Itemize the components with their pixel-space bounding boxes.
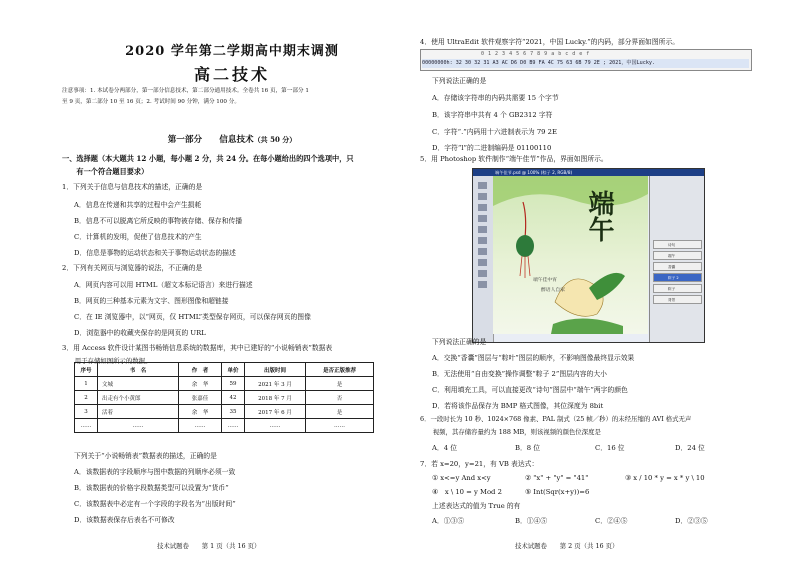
table-row xyxy=(75,391,374,405)
q6-option: B．8 位 xyxy=(515,444,541,452)
table-cell: 3 xyxy=(75,405,98,419)
q7-question: 上述表达式的值为 True 的有 xyxy=(432,502,521,510)
q7-option: B．①④⑤ xyxy=(515,517,548,525)
layer-item[interactable]: 端午 xyxy=(653,251,702,260)
table-cell: 余 华 xyxy=(179,377,222,391)
table-row xyxy=(75,377,374,391)
table-cell: 59 xyxy=(222,377,245,391)
q6-option: A．4 位 xyxy=(432,444,457,452)
section-heading xyxy=(62,152,402,178)
part-score: （共 50 分） xyxy=(253,135,297,144)
table-cell: 42 xyxy=(222,391,245,405)
q1-option: B．信息不可以脱离它所反映的事物被存储、保存和传播 xyxy=(74,217,243,225)
q7-option: C．②④⑤ xyxy=(595,517,628,525)
table-header: 单价 xyxy=(222,363,245,377)
table-header: 作 者 xyxy=(179,363,222,377)
layer-item-selected[interactable]: 粽子 2 xyxy=(653,273,702,282)
hex-ruler: 0 1 2 3 4 5 6 7 8 9 a b c d e f xyxy=(481,51,590,57)
photoshop-screenshot xyxy=(472,168,705,343)
exam-subject: 高二技术 xyxy=(193,65,270,84)
page-footer: 技术试题卷 第 2 页（共 16 页） xyxy=(515,542,619,550)
table-cell: 2018 年 7 月 xyxy=(245,391,306,405)
table-cell: …… xyxy=(245,419,306,433)
q4-option: D．字符“l”的二进制编码是 01100110 xyxy=(432,144,552,152)
q6-stem: 视频，其存储容量约为 188 MB，则该视频的颜色位深度是 xyxy=(420,428,601,436)
exam-notice xyxy=(62,86,402,108)
q7-expression: ② "x" + "y" = "41" xyxy=(525,474,589,482)
q2-option: D．浏览器中的收藏夹保存的是网页的 URL xyxy=(74,329,206,337)
notice-line: 至 9 页，第二部分 10 至 16 页；2. 考试时间 90 分钟，满分 100 分。 xyxy=(62,99,240,105)
table-cell: …… xyxy=(75,419,98,433)
layer-item[interactable]: 粽子 xyxy=(653,284,702,293)
table-header: 出版时间 xyxy=(245,363,306,377)
q6-option: C．16 位 xyxy=(595,444,625,452)
canvas-poem-line: 醉语人自家 xyxy=(541,288,565,293)
q5-option: B．无法使用“自由变换”操作调整“粽子 2”图层内容的大小 xyxy=(432,370,607,378)
table-cell: 2017 年 6 月 xyxy=(245,405,306,419)
layer-item[interactable]: 香囊 xyxy=(653,262,702,271)
section-line: 有一个符合题目要求） xyxy=(62,167,149,176)
page-1 xyxy=(62,0,402,561)
q7-expression: ① x<=y And x<y xyxy=(432,474,491,482)
tool-icons xyxy=(473,176,493,342)
q4-question: 下列说法正确的是 xyxy=(432,77,487,85)
hex-row: 00000000h: 32 30 32 31 A3 AC D6 D0 B9 FA 4C 75 63 6B 79 2E ; 2021，中国Lucky. xyxy=(422,59,749,68)
q2-option: A．网页内容可以用 HTML（超文本标记语言）来进行描述 xyxy=(74,281,253,289)
q4-option: A．存储该字符串的内码共需要 15 个字节 xyxy=(432,94,559,102)
table-cell: 2 xyxy=(75,391,98,405)
ps-titlebar: 端午佳节.psd @ 100% (粽子 2, RGB/8) xyxy=(473,169,704,176)
q7-option: A．①③⑤ xyxy=(432,517,465,525)
table-cell: 35 xyxy=(222,405,245,419)
q2-stem: 2．下列有关网页与浏览器的说法，不正确的是 xyxy=(62,264,203,272)
q5-question: 下列说法正确的是 xyxy=(432,338,487,346)
q3-question: 下列关于“小说畅销表”数据表的描述，正确的是 xyxy=(74,452,217,460)
q1-option: D．信息是事物的运动状态和关于事物运动状态的描述 xyxy=(74,249,236,257)
q3-option: A．该数据表的字段顺序与图中数据的列顺序必须一致 xyxy=(74,468,236,476)
q2-option: B．网页的三种基本元素为文字、图形图像和超链接 xyxy=(74,297,229,305)
table-cell: 文城 xyxy=(98,377,179,391)
table-row xyxy=(75,419,374,433)
table-cell: …… xyxy=(179,419,222,433)
canvas-calligraphy: 端午 xyxy=(584,190,614,242)
canvas-poem-line: 端午佳中宵 xyxy=(533,278,557,283)
q6-stem: 6．一段时长为 10 秒、1024×768 像素、PAL 制式（25 帧／秒）的未经压缩的 AVI 格式无声 xyxy=(420,415,692,423)
ps-layers-panel xyxy=(649,176,705,342)
table-header: 是否正版推荐 xyxy=(306,363,374,377)
q3-stem: 用于存储如图所示的数据。 xyxy=(62,357,152,365)
table-cell: …… xyxy=(98,419,179,433)
table-row xyxy=(75,405,374,419)
q1-option: C．计算机的发明，促使了信息技术的产生 xyxy=(74,233,202,241)
q3-option: C．该数据表中必定有一个字段的字段名为“出版时间” xyxy=(74,500,236,508)
table-cell: 2021 年 3 月 xyxy=(245,377,306,391)
q1-option: A．信息在传递和共享的过程中会产生损耗 xyxy=(74,201,202,209)
notice-line: 注意事项：1. 本试卷分两部分，第一部分信息技术，第二部分通用技术。全卷共 16 页，第一部分 1 xyxy=(62,88,309,94)
ultraedit-hex-view xyxy=(420,49,752,71)
q7-expression: ④ x \ 10 = y Mod 2 xyxy=(432,488,502,496)
layer-item[interactable]: 背景 xyxy=(653,295,702,304)
q7-expression: ⑤ Int(Sqr(x+y))=6 xyxy=(525,488,590,496)
page-footer: 技术试题卷 第 1 页（共 16 页） xyxy=(157,542,261,550)
q7-stem: 7．若 x=20，y=21，有 VB 表达式： xyxy=(420,460,539,468)
table-cell: 张嘉佳 xyxy=(179,391,222,405)
q4-option: B．该字符串中共有 4 个 GB2312 字符 xyxy=(432,111,553,119)
layer-item[interactable]: 诗句 xyxy=(653,240,702,249)
table-cell: 出走有个小黄郎 xyxy=(98,391,179,405)
ps-toolbox xyxy=(473,176,494,342)
page-2 xyxy=(420,0,750,561)
q5-option: A．交换“香囊”图层与“粽叶”图层的顺序，不影响图像最终显示效果 xyxy=(432,354,635,362)
q5-option: C．利用填充工具，可以直接更改“诗句”图层中“端午”两字的颜色 xyxy=(432,386,628,394)
q7-option: D．②③⑤ xyxy=(675,517,708,525)
table-cell: …… xyxy=(306,419,374,433)
table-header: 序号 xyxy=(75,363,98,377)
table-cell: 是 xyxy=(306,405,374,419)
table-cell: 1 xyxy=(75,377,98,391)
q6-option: D．24 位 xyxy=(675,444,705,452)
table-cell: 否 xyxy=(306,391,374,405)
table-header: 书 名 xyxy=(98,363,179,377)
table-cell: 是 xyxy=(306,377,374,391)
exam-title: 2020 学年第二学期高中期末调测 xyxy=(125,44,339,59)
table-header-row xyxy=(75,363,374,377)
table-cell: 活着 xyxy=(98,405,179,419)
q5-option: D．若将该作品保存为 BMP 格式图像，其位深度为 8bit xyxy=(432,402,604,410)
section-line: 一、选择题（本大题共 12 小题，每小题 2 分，共 24 分。在每小题给出的四个选项中，只 xyxy=(62,154,354,163)
novel-table xyxy=(74,362,374,433)
dragon-boat-artwork xyxy=(493,176,648,334)
q3-option: D．该数据表保存后表名不可修改 xyxy=(74,516,175,524)
q3-option: B．该数据表的价格字段数据类型可以设置为“货币” xyxy=(74,484,229,492)
q7-expression: ③ x / 10 * y = x * y \ 10 xyxy=(625,474,705,482)
table-cell: …… xyxy=(222,419,245,433)
q4-stem: 4．使用 UltraEdit 软件观察字符“2021，中国 Lucky.”的内码，部分界面如图所示。 xyxy=(420,38,680,46)
q4-option: C．字符“.”内码用十六进制表示为 79 2E xyxy=(432,128,557,136)
part-title: 第一部分 信息技术 xyxy=(167,135,254,145)
part-heading xyxy=(62,133,402,145)
q3-stem: 3．用 Access 软件设计某图书畅销信息系统的数据库，其中已建好的“小说畅销表”数据表 xyxy=(62,344,333,352)
q2-option: C．在 IE 浏览器中，以“网页，仅 HTML”类型保存网页，可以保存网页的图像 xyxy=(74,313,311,321)
ps-canvas xyxy=(493,176,648,334)
table-cell: 余 华 xyxy=(179,405,222,419)
q5-stem: 5．用 Photoshop 软件制作“端午佳节”作品，界面如图所示。 xyxy=(420,155,608,163)
q1-stem: 1．下列关于信息与信息技术的描述，正确的是 xyxy=(62,183,203,191)
